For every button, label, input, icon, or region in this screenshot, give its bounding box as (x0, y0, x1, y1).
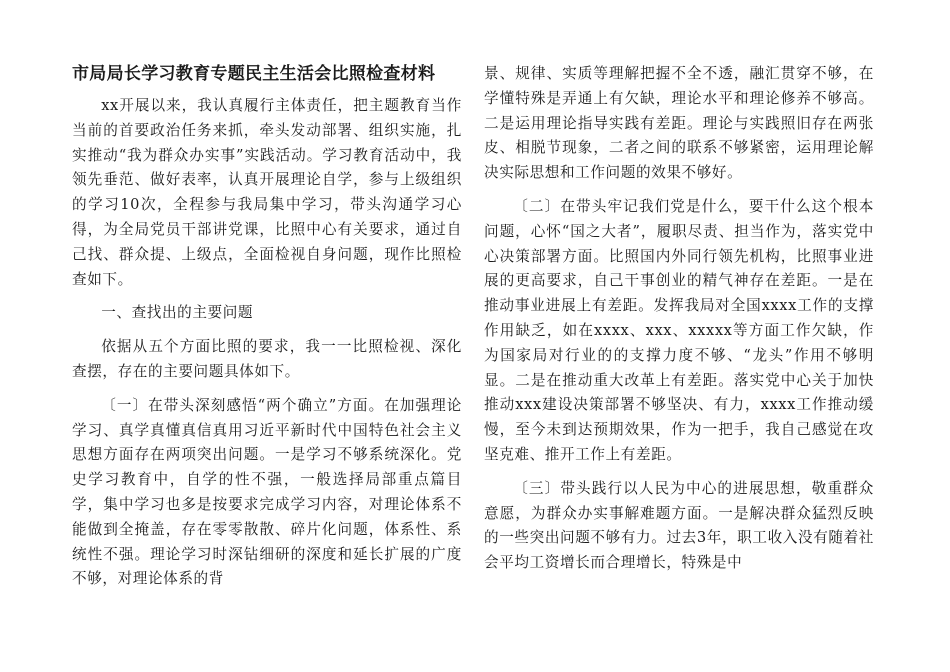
paragraph: 依据从五个方面比照的要求，我一一比照检视、深化查摆，存在的主要问题具体如下。 (72, 338, 462, 380)
paragraph: 〔二〕在带头牢记我们党是什么，要干什么这个根本问题，心怀“国之大者”，履职尽责、担当作为，落实党中心决策部署方面。比照国内外同行领先机构，比照事业进展的更高要求，自己干事创业的精气神存在差距。一是在推动事业进展上有差距。发挥我局对全国xxxx工作的支撑作用缺乏，如在xxxx、xxx、xxxxx等方面工作欠缺，作为国家局对行业的的支撑力度不够、“龙头”作用不够明显。二是在推动重大改革上有差距。落实党中心关于加快推动xxx建设决策部署不够坚决、有力，xxxx工作推动缓慢，至今未到达预期效果，作为一把手，我自己感觉在攻坚克难、推开工作上有差距。 (484, 197, 874, 463)
continued-paragraph: 景、规律、实质等理解把握不全不透，融汇贯穿不够，在学懂特殊是弄通上有欠缺，理论水平和理论修养不够高。二是运用理论指导实践有差距。理论与实践照旧存在两张皮、相脱节现象，二者之间的联系不够紧密，运用理论解决实际思想和工作问题的效果不够好。 (484, 65, 874, 182)
right-column (484, 62, 874, 585)
left-column (72, 62, 462, 601)
intro-paragraph: xx开展以来，我认真履行主体责任，把主题教育当作当前的首要政治任务来抓，牵头发动部署、组织实施，扎实推动“我为群众办实事”实践活动。学习教育活动中，我领先垂范、做好表率，认真开展理论自学，参与上级组织的学习10次，全程参与我局集中学习，带头沟通学习心得，为全局党员干部讲党课，比照中心有关要求，通过自己找、群众提、上级点，全面检视自身问题，现作比照检查如下。 (72, 97, 462, 288)
paragraph: 〔一〕在带头深刻感悟“两个确立”方面。在加强理论学习、真学真懂真信真用习近平新时代中国特色社会主义思想方面存在两项突出问题。一是学习不够系统深化。党史学习教育中，自学的性不强，一般选择局部重点篇目学，集中学习也多是按要求完成学习内容，对理论体系不能做到全掩盖，存在零零散散、碎片化问题，体系性、系统性不强。理论学习时深钻细研的深度和延长扩展的广度不够，对理论体系的背 (72, 396, 462, 588)
paragraph: 〔三〕带头践行以人民为中心的进展思想，敬重群众意愿，为群众办实事解难题方面。一是解决群众猛烈反映的一些突出问题不够有力。过去3年，职工收入没有随着社会平均工资增长而合理增长，特殊是中 (484, 479, 874, 572)
section-heading: 一、查找出的主要问题 (101, 304, 254, 322)
page-title: 市局局长学习教育专题民主生活会比照检查材料 (72, 64, 436, 84)
